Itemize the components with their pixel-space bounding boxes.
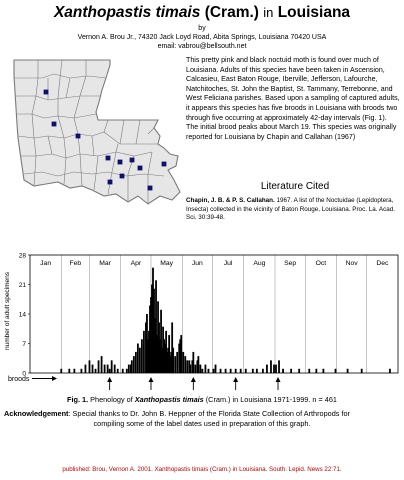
specimen-bar bbox=[104, 365, 106, 373]
specimen-bar bbox=[114, 365, 116, 373]
specimen-bar bbox=[194, 365, 196, 373]
species-description: This pretty pink and black noctuid moth is found over much of Louisiana. Adults of this species have been taken in Ascension, Calcasieu, East Baton Rouge, Iberville, Jefferson, Lafourche, Natchitoches, St. John the Baptist, St. Tammany, Terrebonne, and West Feliciana parishes. Based upon a sampling of captured adults, it appears this species has five broods in Louisiana with broods two through five occurring at approximately 42-day intervals (Fig. 1). The initial brood peaks about March 19. This species was originally reported for Louisiana by Chapin and Callahan (1967) bbox=[186, 56, 400, 141]
specimen-bar bbox=[172, 348, 174, 373]
specimen-bar bbox=[131, 360, 133, 373]
specimen-bar bbox=[180, 335, 182, 373]
caption-text-before: Phenology of bbox=[90, 395, 133, 404]
title-species: Xanthopastis timais bbox=[53, 4, 201, 21]
literature-heading: Literature Cited bbox=[260, 181, 330, 192]
month-label: Mar bbox=[99, 260, 111, 267]
specimen-bar bbox=[266, 365, 268, 373]
map-record-marker bbox=[138, 166, 143, 171]
map-record-marker bbox=[120, 174, 125, 179]
specimen-bar bbox=[282, 369, 284, 373]
brood-arrow-head bbox=[107, 377, 112, 382]
caption-text-after: (Cram.) in Louisiana 1971-1999. n = 461 bbox=[205, 395, 337, 404]
map-record-marker bbox=[130, 158, 135, 163]
specimen-bar bbox=[192, 352, 194, 373]
title-state: Louisiana bbox=[277, 4, 351, 21]
specimen-bar bbox=[215, 365, 217, 373]
caption-label: Fig. 1. bbox=[67, 395, 89, 404]
specimen-bar bbox=[92, 365, 94, 373]
month-label: Sep bbox=[284, 260, 297, 267]
citation-text: 1967. A list of the Noctuidae (Lepidoptera, Insecta) collected in the vicinity of Baton Rouge, Louisiana. Proc. La. Acad. Sci. 30:39-48. bbox=[186, 197, 395, 221]
brood-arrow-head bbox=[276, 377, 281, 382]
specimen-bar bbox=[275, 365, 277, 373]
specimen-bar bbox=[308, 369, 310, 373]
specimen-bars bbox=[60, 268, 390, 373]
publication-reference: published: Brou, Vernon A. 2001. Xanthopastis timais (Cram.) in Louisiana. South. Lepid. News 22:71. bbox=[62, 466, 342, 473]
map-record-marker bbox=[52, 122, 57, 127]
acknowledgement-text: : Special thanks to Dr. John B. Heppner of the Florida State Collection of Arthropods for bbox=[68, 409, 350, 418]
phenology-chart bbox=[0, 247, 404, 395]
specimen-bar bbox=[270, 360, 272, 373]
specimen-bar bbox=[298, 369, 300, 373]
acknowledgement-label: Acknowledgement bbox=[4, 409, 69, 418]
specimen-bar bbox=[208, 369, 210, 373]
specimen-bar bbox=[225, 369, 227, 373]
map-record-marker bbox=[108, 180, 113, 185]
map-record-marker bbox=[106, 156, 111, 161]
specimen-bar bbox=[98, 360, 100, 373]
specimen-bar bbox=[202, 369, 204, 373]
specimen-bar bbox=[85, 365, 87, 373]
specimen-bar bbox=[81, 369, 83, 373]
map-record-marker bbox=[162, 162, 167, 167]
map-record-marker bbox=[76, 134, 81, 139]
month-label: Oct bbox=[315, 260, 327, 267]
specimen-bar bbox=[135, 352, 137, 373]
y-tick-label: 14 bbox=[18, 311, 26, 319]
specimen-bar bbox=[199, 365, 201, 373]
specimen-bar bbox=[245, 369, 247, 373]
brood-arrow-head bbox=[148, 377, 153, 382]
page-title bbox=[0, 4, 404, 22]
specimen-bar bbox=[220, 369, 222, 373]
author-address: Vernon A. Brou Jr., 74320 Jack Loyd Road, Abita Springs, Louisiana 70420 USA bbox=[77, 34, 327, 41]
specimen-bar bbox=[235, 369, 237, 373]
specimen-bar bbox=[95, 369, 97, 373]
specimen-bar bbox=[176, 352, 178, 373]
specimen-bar bbox=[290, 369, 292, 373]
brood-arrow-head bbox=[191, 377, 196, 382]
y-axis-ticks bbox=[19, 252, 30, 377]
specimen-bar bbox=[184, 356, 186, 373]
specimen-bar bbox=[262, 369, 264, 373]
specimen-bar bbox=[230, 369, 232, 373]
month-label: Dec bbox=[376, 260, 389, 267]
specimen-bar bbox=[133, 356, 135, 373]
month-label: Jan bbox=[40, 260, 52, 267]
figure-caption bbox=[0, 395, 404, 404]
map-record-marker bbox=[118, 160, 123, 165]
month-grid bbox=[61, 255, 366, 373]
specimen-bar bbox=[139, 348, 141, 373]
specimen-bar bbox=[347, 369, 349, 373]
month-label: Aug bbox=[253, 260, 266, 267]
specimen-bar bbox=[89, 360, 91, 373]
specimen-bar bbox=[240, 369, 242, 373]
specimen-bar bbox=[174, 356, 176, 373]
acknowledgement bbox=[4, 409, 400, 429]
specimen-bar bbox=[122, 369, 124, 373]
specimen-bar bbox=[189, 365, 191, 373]
byline: by bbox=[198, 25, 206, 32]
broods-label: broods bbox=[8, 376, 30, 383]
literature-citation bbox=[186, 197, 402, 223]
specimen-bar bbox=[109, 369, 111, 373]
specimen-bar bbox=[73, 369, 75, 373]
specimen-bar bbox=[128, 365, 130, 373]
y-tick-label: 7 bbox=[22, 340, 26, 348]
y-tick-label: 28 bbox=[18, 252, 26, 260]
y-tick-label: 21 bbox=[18, 281, 26, 289]
louisiana-parish-map bbox=[8, 56, 186, 208]
specimen-bar bbox=[182, 352, 184, 373]
specimen-bar bbox=[389, 369, 391, 373]
map-record-marker bbox=[148, 186, 153, 191]
specimen-bar bbox=[361, 369, 363, 373]
specimen-bar bbox=[126, 369, 128, 373]
specimen-bar bbox=[252, 369, 254, 373]
specimen-bar bbox=[335, 369, 337, 373]
author-email: email: vabrou@bellsouth.net bbox=[157, 43, 247, 50]
louisiana-outline bbox=[14, 60, 180, 204]
specimen-bar bbox=[101, 356, 103, 373]
month-label: Jun bbox=[191, 260, 203, 267]
caption-species: Xanthopastis timais bbox=[134, 395, 204, 404]
plot-frame bbox=[30, 255, 398, 373]
specimen-bar bbox=[197, 356, 199, 373]
y-axis-label: number of adult specimens bbox=[4, 271, 11, 351]
brood-arrows bbox=[32, 376, 281, 390]
map-record-marker bbox=[44, 90, 49, 95]
specimen-bar bbox=[273, 365, 275, 373]
specimen-bar bbox=[68, 369, 70, 373]
title-in: in bbox=[263, 5, 274, 20]
month-label: Apr bbox=[130, 260, 142, 267]
specimen-bar bbox=[60, 369, 62, 373]
specimen-bar bbox=[117, 369, 119, 373]
specimen-bar bbox=[107, 365, 109, 373]
specimen-bar bbox=[141, 339, 143, 373]
specimen-bar bbox=[205, 365, 207, 373]
specimen-bar bbox=[186, 360, 188, 373]
month-label: May bbox=[160, 260, 174, 267]
specimen-bar bbox=[256, 369, 258, 373]
y-tick-label: 0 bbox=[22, 370, 26, 378]
specimen-bar bbox=[137, 344, 139, 374]
specimen-bar bbox=[322, 369, 324, 373]
title-author: (Cram.) bbox=[204, 4, 259, 21]
broods-pointer-head bbox=[52, 376, 57, 381]
specimen-bar bbox=[278, 360, 280, 373]
citation-authors: Chapin, J. B. & P. S. Callahan. bbox=[186, 197, 275, 204]
specimen-bar bbox=[111, 360, 113, 373]
acknowledgement-text-cont: compiling some of the label dates used in preparation of this graph. bbox=[93, 419, 311, 428]
specimen-bar bbox=[213, 369, 215, 373]
month-label: Nov bbox=[345, 260, 358, 267]
specimen-bar bbox=[315, 369, 317, 373]
month-label: Feb bbox=[69, 260, 82, 267]
brood-arrow-head bbox=[233, 377, 238, 382]
specimen-bar bbox=[143, 331, 145, 373]
month-label: Jul bbox=[223, 260, 233, 267]
